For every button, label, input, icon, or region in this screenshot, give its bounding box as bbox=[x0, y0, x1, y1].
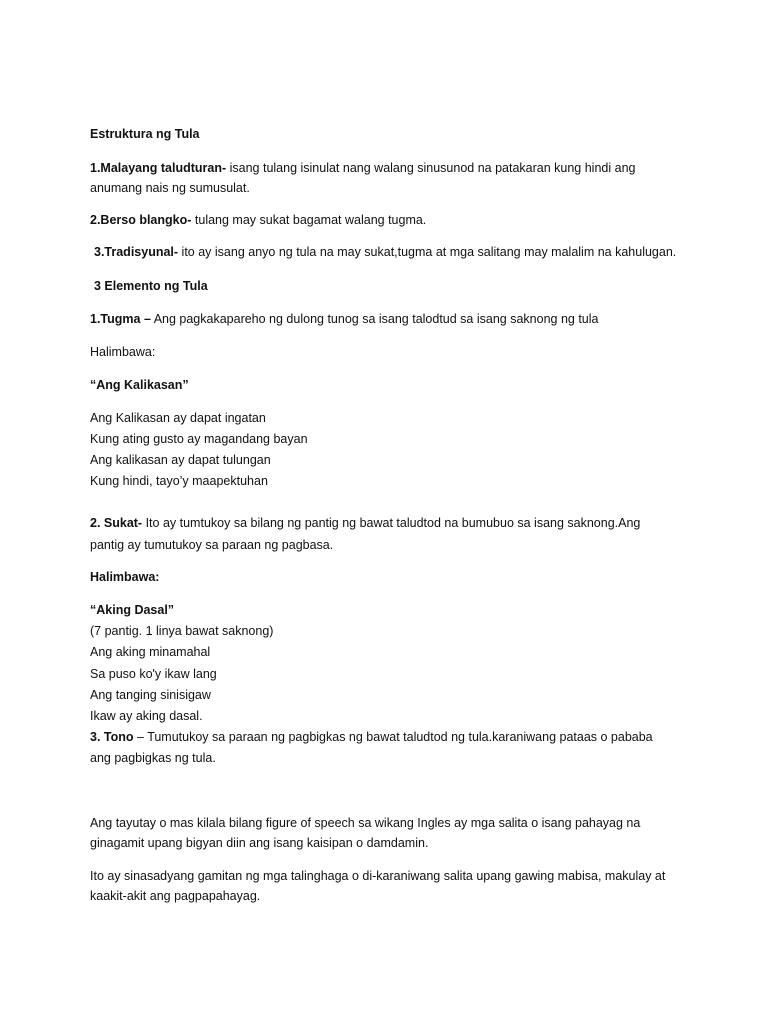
paragraph-berso-blangko bbox=[90, 212, 426, 228]
term-label: 3. Tono bbox=[90, 730, 134, 744]
document-page bbox=[90, 0, 690, 1024]
term-text: – Tumutukoy sa paraan ng pagbigkas ng bawat taludtod ng tula.karaniwang pataas o pababa bbox=[133, 730, 653, 744]
poem-line: Kung hindi, tayo’y maapektuhan bbox=[90, 474, 268, 488]
term-label: 1.Malayang taludturan- bbox=[90, 161, 227, 175]
paragraph-tayutay: Ang tayutay o mas kilala bilang figure of speech sa wikang Ingles ay mga salita o isang pahayag na bbox=[90, 816, 641, 830]
term-label: 2.Berso blangko- bbox=[90, 213, 192, 227]
poem-note: (7 pantig. 1 linya bawat saknong) bbox=[90, 624, 274, 638]
paragraph-sinasadya: Ito ay sinasadyang gamitan ng mga talinghaga o di-karaniwang salita upang gawing mabisa, makulay at bbox=[90, 869, 666, 883]
poem-line: Ang kalikasan ay dapat tulungan bbox=[90, 453, 271, 467]
term-text: Ang pagkakapareho ng dulong tunog sa isang talodtud sa isang saknong ng tula bbox=[150, 312, 599, 326]
paragraph-tono bbox=[90, 729, 653, 745]
label-halimbawa-bold: Halimbawa: bbox=[90, 570, 160, 584]
poem-title-aking-dasal: “Aking Dasal” bbox=[90, 603, 175, 617]
paragraph-malayang-taludturan bbox=[90, 160, 635, 176]
term-label: 3.Tradisyunal- bbox=[94, 245, 179, 259]
paragraph-continuation: anumang nais ng sumusulat. bbox=[90, 181, 250, 195]
term-text: isang tulang isinulat nang walang sinusunod na patakaran kung hindi ang bbox=[226, 161, 636, 175]
paragraph-continuation: ang pagbigkas ng tula. bbox=[90, 751, 216, 765]
term-label: 2. Sukat- bbox=[90, 516, 143, 530]
poem-line: Ang tanging sinisigaw bbox=[90, 688, 211, 702]
heading-estruktura: Estruktura ng Tula bbox=[90, 127, 200, 141]
poem-line: Ang Kalikasan ay dapat ingatan bbox=[90, 411, 266, 425]
poem-line: Ang aking minamahal bbox=[90, 645, 211, 659]
term-text: Ito ay tumtukoy sa bilang ng pantig ng bawat taludtod na bumubuo sa isang saknong.Ang bbox=[142, 516, 641, 530]
poem-title-kalikasan: “Ang Kalikasan” bbox=[90, 378, 189, 392]
heading-elemento: 3 Elemento ng Tula bbox=[94, 279, 208, 293]
term-text: tulang may sukat bagamat walang tugma. bbox=[191, 213, 427, 227]
paragraph-tugma bbox=[90, 311, 598, 327]
paragraph-continuation: kaakit-akit ang pagpapahayag. bbox=[90, 889, 261, 903]
paragraph-sukat bbox=[90, 515, 640, 531]
poem-line: Ikaw ay aking dasal. bbox=[90, 709, 203, 723]
poem-line: Kung ating gusto ay magandang bayan bbox=[90, 432, 308, 446]
poem-line: Sa puso ko'y ikaw lang bbox=[90, 667, 217, 681]
paragraph-continuation: pantig ay tumutukoy sa paraan ng pagbasa. bbox=[90, 538, 334, 552]
paragraph-continuation: ginagamit upang bigyan diin ang isang kaisipan o damdamin. bbox=[90, 836, 429, 850]
term-label: 1.Tugma – bbox=[90, 312, 151, 326]
label-halimbawa: Halimbawa: bbox=[90, 345, 156, 359]
paragraph-tradisyunal bbox=[94, 244, 676, 260]
term-text: ito ay isang anyo ng tula na may sukat,tugma at mga salitang may malalim na kahulugan. bbox=[178, 245, 677, 259]
